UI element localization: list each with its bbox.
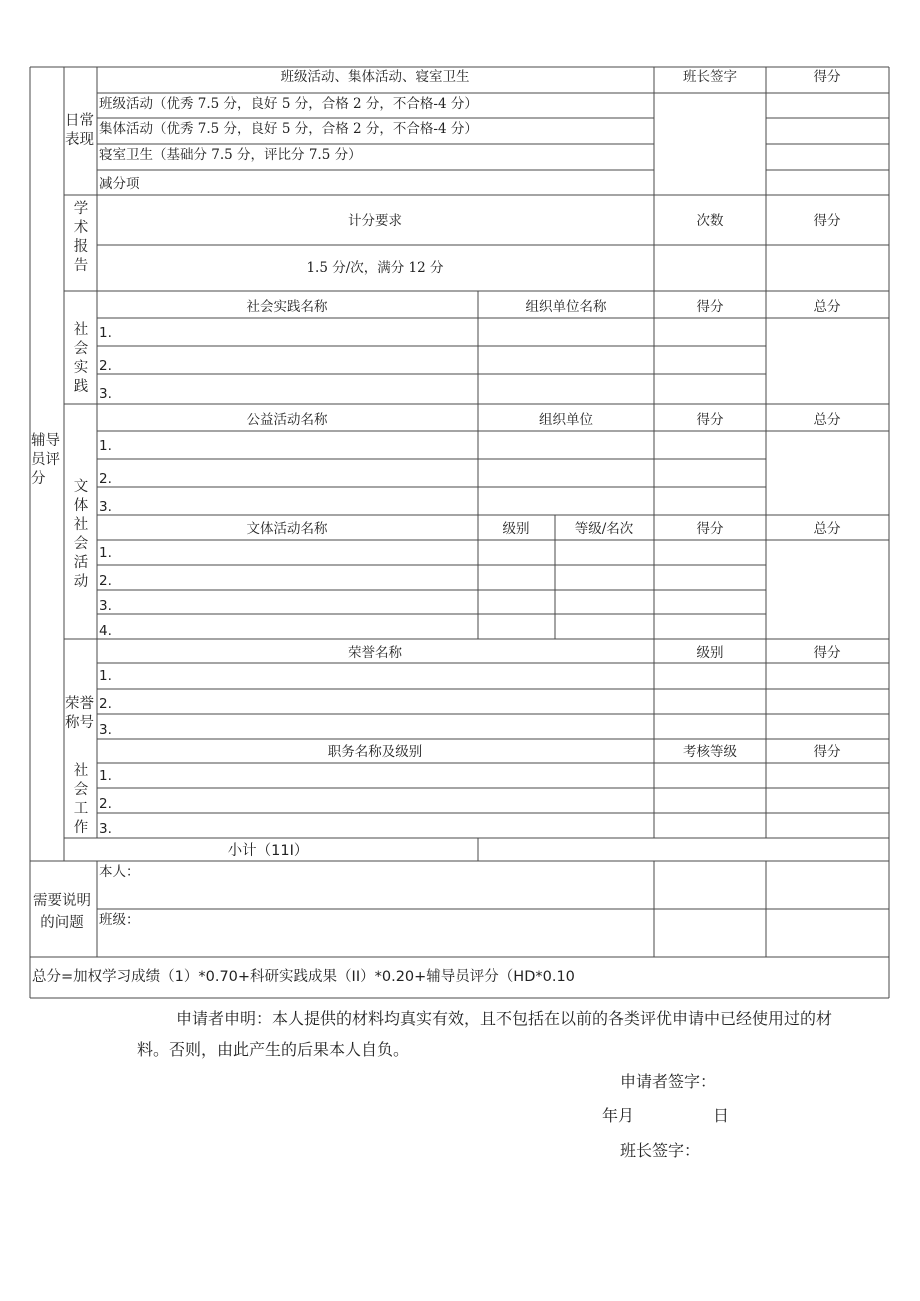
practice-item-2: 2. <box>99 358 112 374</box>
work-item-3: 3. <box>99 821 112 837</box>
daily-row-dorm: 寝室卫生（基础分 7.5 分，评比分 7.5 分） <box>99 147 362 163</box>
practice-item-1: 1. <box>99 325 112 341</box>
work-item-2: 2. <box>99 796 112 812</box>
sports-name-header: 文体活动名称 <box>246 521 328 537</box>
sports-item-1: 1. <box>99 545 112 561</box>
subtotal-label: 小计（11I） <box>227 843 309 859</box>
honor-score-header: 得分 <box>813 645 841 661</box>
declaration-line-1: 申请者申明：本人提供的材料均真实有效，且不包括在以前的各类评优申请中已经使用过的材 <box>176 1009 833 1028</box>
welfare-item-3: 3. <box>99 499 112 515</box>
declaration-line-2: 料。否则，由此产生的后果本人自负。 <box>137 1040 410 1059</box>
academic-rule: 1.5 分/次，满分 12 分 <box>306 260 444 276</box>
sports-rank-header: 等级/名次 <box>574 521 634 537</box>
culture-label: 文体社会活动 <box>73 479 89 590</box>
honor-item-3: 3. <box>99 722 112 738</box>
work-score-header: 得分 <box>813 744 841 760</box>
sports-item-2: 2. <box>99 573 112 589</box>
notes-self: 本人： <box>99 864 140 880</box>
welfare-org-header: 组织单位 <box>539 412 593 428</box>
daily-monitor-sign: 班长签字 <box>683 69 737 85</box>
practice-score-header: 得分 <box>696 299 724 315</box>
sports-item-3: 3. <box>99 598 112 614</box>
practice-item-3: 3. <box>99 386 112 402</box>
sports-item-4: 4. <box>99 623 112 639</box>
daily-header: 班级活动、集体活动、寝室卫生 <box>280 69 470 85</box>
honor-level-header: 级别 <box>696 645 724 661</box>
honor-item-2: 2. <box>99 696 112 712</box>
daily-row-class: 班级活动（优秀 7.5 分，良好 5 分，合格 2 分，不合格-4 分） <box>99 96 478 112</box>
date-day: 日 <box>713 1106 730 1125</box>
academic-count-header: 次数 <box>696 213 724 229</box>
daily-row-group: 集体活动（优秀 7.5 分，良好 5 分，合格 2 分，不合格-4 分） <box>99 121 478 137</box>
academic-requirement-header: 计分要求 <box>348 213 402 229</box>
practice-org-header: 组织单位名称 <box>525 299 607 315</box>
practice-label: 社会实践 <box>73 322 89 395</box>
honor-label: 荣誉称号 <box>65 696 94 731</box>
daily-row-deduction: 减分项 <box>99 176 140 192</box>
practice-name-header: 社会实践名称 <box>246 299 328 315</box>
work-item-1: 1. <box>99 768 112 784</box>
welfare-score-header: 得分 <box>696 412 724 428</box>
academic-score-header: 得分 <box>813 213 841 229</box>
welfare-name-header: 公益活动名称 <box>246 412 328 428</box>
daily-label: 日常表现 <box>65 113 94 148</box>
notes-label: 需要说明的问题 <box>33 893 91 931</box>
work-grade-header: 考核等级 <box>683 744 737 760</box>
counselor-score-label: 辅导员评分 <box>31 433 60 487</box>
work-label: 社会工作 <box>73 763 89 836</box>
honor-item-1: 1. <box>99 668 112 684</box>
work-name-header: 职务名称及级别 <box>327 744 423 760</box>
welfare-item-2: 2. <box>99 471 112 487</box>
honor-name-header: 荣誉名称 <box>348 645 402 661</box>
daily-score-header: 得分 <box>813 69 841 85</box>
practice-total-header: 总分 <box>813 299 841 315</box>
welfare-item-1: 1. <box>99 438 112 454</box>
applicant-signature-label: 申请者签字： <box>620 1072 717 1091</box>
academic-label: 学术报告 <box>73 201 89 274</box>
notes-class: 班级： <box>99 912 140 928</box>
date-year-month: 年月 <box>602 1106 635 1125</box>
sports-score-header: 得分 <box>696 521 724 537</box>
sports-total-header: 总分 <box>813 521 841 537</box>
welfare-total-header: 总分 <box>813 412 841 428</box>
monitor-signature-label: 班长签字： <box>620 1141 701 1160</box>
total-formula: 总分=加权学习成绩（1）*0.70+科研实践成果（II）*0.20+辅导员评分（HD*0.10 <box>32 969 575 985</box>
sports-level-header: 级别 <box>502 521 530 537</box>
